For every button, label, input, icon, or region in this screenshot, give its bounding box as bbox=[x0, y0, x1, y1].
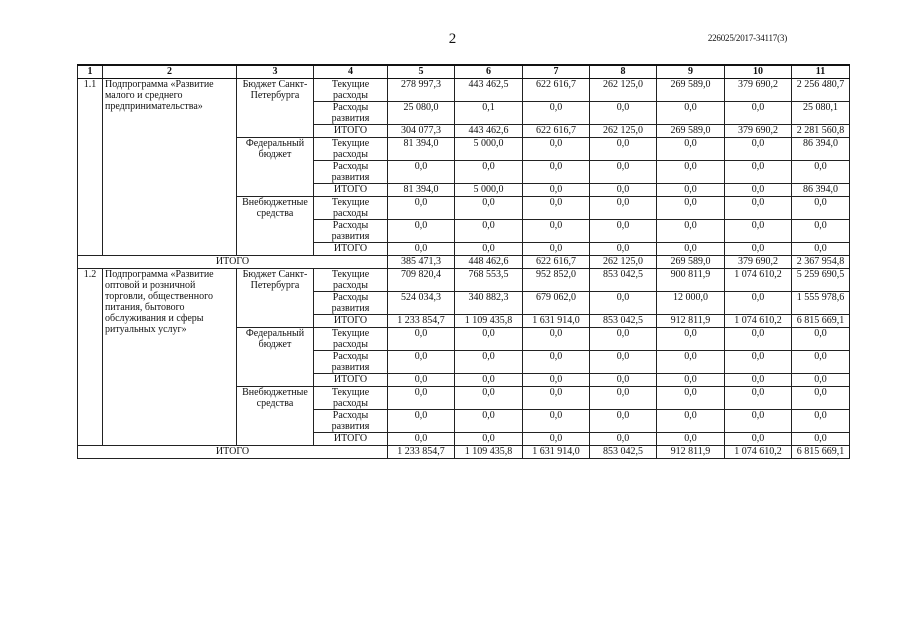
value-cell: 443 462,5 bbox=[455, 79, 523, 102]
total-value-cell: 385 471,3 bbox=[388, 256, 455, 269]
value-cell: 622 616,7 bbox=[523, 79, 590, 102]
value-cell: 86 394,0 bbox=[792, 184, 850, 197]
value-cell: 0,0 bbox=[455, 220, 523, 243]
value-cell: 0,0 bbox=[590, 184, 657, 197]
section-total-row bbox=[78, 446, 850, 459]
value-cell: 1 074 610,2 bbox=[725, 269, 792, 292]
value-cell: 0,0 bbox=[725, 243, 792, 256]
expense-type: Текущие расходы bbox=[314, 387, 388, 410]
column-header: 7 bbox=[523, 65, 590, 79]
total-value-cell: 622 616,7 bbox=[523, 256, 590, 269]
value-cell: 443 462,6 bbox=[455, 125, 523, 138]
value-cell: 0,0 bbox=[455, 243, 523, 256]
value-cell: 0,0 bbox=[792, 328, 850, 351]
program-name: Подпрограмма «Развитие малого и среднего предпринимательства» bbox=[103, 79, 237, 256]
value-cell: 709 820,4 bbox=[388, 269, 455, 292]
value-cell: 0,0 bbox=[388, 197, 455, 220]
section-total-label: ИТОГО bbox=[78, 446, 388, 459]
section-total-row bbox=[78, 256, 850, 269]
value-cell: 379 690,2 bbox=[725, 125, 792, 138]
table-row bbox=[78, 269, 850, 292]
expense-type: Расходы развития bbox=[314, 292, 388, 315]
section-total-label: ИТОГО bbox=[78, 256, 388, 269]
value-cell: 0,0 bbox=[388, 161, 455, 184]
value-cell: 86 394,0 bbox=[792, 138, 850, 161]
value-cell: 900 811,9 bbox=[657, 269, 725, 292]
value-cell: 0,0 bbox=[590, 243, 657, 256]
value-cell: 0,0 bbox=[792, 433, 850, 446]
total-value-cell: 1 233 854,7 bbox=[388, 446, 455, 459]
value-cell: 0,0 bbox=[523, 138, 590, 161]
value-cell: 2 256 480,7 bbox=[792, 79, 850, 102]
value-cell: 0,0 bbox=[725, 387, 792, 410]
document-code: 226025/2017-34117(3) bbox=[707, 33, 787, 43]
value-cell: 0,0 bbox=[657, 328, 725, 351]
value-cell: 340 882,3 bbox=[455, 292, 523, 315]
value-cell: 0,0 bbox=[590, 387, 657, 410]
budget-table bbox=[77, 64, 850, 459]
value-cell: 0,0 bbox=[388, 374, 455, 387]
funding-source: Внебюджетные средства bbox=[237, 197, 314, 256]
program-name: Подпрограмма «Развитие оптовой и розничной торговли, общественного питания, бытового обслуживания и сферы ритуальных услуг» bbox=[103, 269, 237, 446]
total-value-cell: 1 109 435,8 bbox=[455, 446, 523, 459]
value-cell: 0,0 bbox=[455, 410, 523, 433]
value-cell: 0,0 bbox=[523, 433, 590, 446]
value-cell: 0,0 bbox=[388, 328, 455, 351]
value-cell: 0,0 bbox=[590, 374, 657, 387]
column-header: 10 bbox=[725, 65, 792, 79]
value-cell: 0,0 bbox=[792, 410, 850, 433]
value-cell: 0,0 bbox=[523, 102, 590, 125]
value-cell: 0,0 bbox=[725, 161, 792, 184]
value-cell: 0,0 bbox=[523, 197, 590, 220]
value-cell: 912 811,9 bbox=[657, 315, 725, 328]
expense-type: Текущие расходы bbox=[314, 328, 388, 351]
value-cell: 0,0 bbox=[657, 197, 725, 220]
value-cell: 0,0 bbox=[657, 410, 725, 433]
value-cell: 0,0 bbox=[657, 102, 725, 125]
expense-type: ИТОГО bbox=[314, 433, 388, 446]
total-value-cell: 262 125,0 bbox=[590, 256, 657, 269]
column-header: 6 bbox=[455, 65, 523, 79]
value-cell: 0,0 bbox=[657, 243, 725, 256]
value-cell: 81 394,0 bbox=[388, 184, 455, 197]
expense-type: ИТОГО bbox=[314, 125, 388, 138]
value-cell: 1 555 978,6 bbox=[792, 292, 850, 315]
value-cell: 0,0 bbox=[523, 351, 590, 374]
expense-type: Текущие расходы bbox=[314, 138, 388, 161]
expense-type: Расходы развития bbox=[314, 161, 388, 184]
value-cell: 0,0 bbox=[657, 138, 725, 161]
expense-type: Расходы развития bbox=[314, 220, 388, 243]
expense-type: Текущие расходы bbox=[314, 269, 388, 292]
value-cell: 0,0 bbox=[725, 197, 792, 220]
value-cell: 0,0 bbox=[590, 328, 657, 351]
value-cell: 262 125,0 bbox=[590, 125, 657, 138]
table-row bbox=[78, 79, 850, 102]
expense-type: Расходы развития bbox=[314, 102, 388, 125]
total-value-cell: 448 462,6 bbox=[455, 256, 523, 269]
value-cell: 0,0 bbox=[725, 220, 792, 243]
value-cell: 0,0 bbox=[725, 102, 792, 125]
value-cell: 0,0 bbox=[455, 387, 523, 410]
value-cell: 0,0 bbox=[657, 184, 725, 197]
expense-type: ИТОГО bbox=[314, 374, 388, 387]
value-cell: 6 815 669,1 bbox=[792, 315, 850, 328]
value-cell: 0,0 bbox=[590, 161, 657, 184]
value-cell: 0,0 bbox=[590, 138, 657, 161]
column-header-row bbox=[78, 65, 850, 79]
value-cell: 81 394,0 bbox=[388, 138, 455, 161]
value-cell: 304 077,3 bbox=[388, 125, 455, 138]
value-cell: 0,0 bbox=[388, 243, 455, 256]
funding-source: Внебюджетные средства bbox=[237, 387, 314, 446]
value-cell: 0,0 bbox=[455, 351, 523, 374]
total-value-cell: 912 811,9 bbox=[657, 446, 725, 459]
value-cell: 853 042,5 bbox=[590, 269, 657, 292]
column-header: 4 bbox=[314, 65, 388, 79]
value-cell: 1 074 610,2 bbox=[725, 315, 792, 328]
section-number: 1.1 bbox=[78, 79, 103, 256]
value-cell: 0,0 bbox=[792, 387, 850, 410]
expense-type: ИТОГО bbox=[314, 315, 388, 328]
value-cell: 278 997,3 bbox=[388, 79, 455, 102]
value-cell: 379 690,2 bbox=[725, 79, 792, 102]
total-value-cell: 1 631 914,0 bbox=[523, 446, 590, 459]
column-header: 1 bbox=[78, 65, 103, 79]
value-cell: 0,0 bbox=[657, 374, 725, 387]
section-number: 1.2 bbox=[78, 269, 103, 446]
value-cell: 0,0 bbox=[523, 374, 590, 387]
total-value-cell: 2 367 954,8 bbox=[792, 256, 850, 269]
value-cell: 5 259 690,5 bbox=[792, 269, 850, 292]
total-value-cell: 269 589,0 bbox=[657, 256, 725, 269]
value-cell: 0,0 bbox=[523, 328, 590, 351]
value-cell: 0,0 bbox=[388, 410, 455, 433]
funding-source: Федеральный бюджет bbox=[237, 328, 314, 387]
value-cell: 1 109 435,8 bbox=[455, 315, 523, 328]
total-value-cell: 379 690,2 bbox=[725, 256, 792, 269]
value-cell: 0,0 bbox=[792, 197, 850, 220]
value-cell: 0,0 bbox=[590, 410, 657, 433]
value-cell: 0,0 bbox=[657, 351, 725, 374]
value-cell: 0,0 bbox=[523, 410, 590, 433]
value-cell: 269 589,0 bbox=[657, 125, 725, 138]
total-value-cell: 6 815 669,1 bbox=[792, 446, 850, 459]
column-header: 11 bbox=[792, 65, 850, 79]
value-cell: 0,0 bbox=[590, 292, 657, 315]
column-header: 9 bbox=[657, 65, 725, 79]
value-cell: 0,1 bbox=[455, 102, 523, 125]
value-cell: 0,0 bbox=[523, 387, 590, 410]
value-cell: 1 631 914,0 bbox=[523, 315, 590, 328]
value-cell: 0,0 bbox=[657, 161, 725, 184]
value-cell: 0,0 bbox=[590, 102, 657, 125]
value-cell: 0,0 bbox=[657, 220, 725, 243]
value-cell: 0,0 bbox=[725, 184, 792, 197]
value-cell: 952 852,0 bbox=[523, 269, 590, 292]
column-header: 2 bbox=[103, 65, 237, 79]
value-cell: 0,0 bbox=[388, 220, 455, 243]
page-number: 2 bbox=[448, 31, 457, 47]
value-cell: 5 000,0 bbox=[455, 138, 523, 161]
value-cell: 0,0 bbox=[725, 374, 792, 387]
value-cell: 0,0 bbox=[455, 374, 523, 387]
value-cell: 25 080,1 bbox=[792, 102, 850, 125]
value-cell: 0,0 bbox=[725, 138, 792, 161]
value-cell: 0,0 bbox=[792, 243, 850, 256]
value-cell: 853 042,5 bbox=[590, 315, 657, 328]
value-cell: 0,0 bbox=[792, 374, 850, 387]
expense-type: Текущие расходы bbox=[314, 197, 388, 220]
value-cell: 0,0 bbox=[725, 433, 792, 446]
value-cell: 0,0 bbox=[590, 433, 657, 446]
value-cell: 524 034,3 bbox=[388, 292, 455, 315]
value-cell: 262 125,0 bbox=[590, 79, 657, 102]
value-cell: 0,0 bbox=[455, 161, 523, 184]
value-cell: 0,0 bbox=[657, 387, 725, 410]
expense-type: Расходы развития bbox=[314, 410, 388, 433]
value-cell: 0,0 bbox=[590, 220, 657, 243]
value-cell: 25 080,0 bbox=[388, 102, 455, 125]
funding-source: Федеральный бюджет bbox=[237, 138, 314, 197]
value-cell: 0,0 bbox=[725, 328, 792, 351]
value-cell: 0,0 bbox=[523, 184, 590, 197]
column-header: 5 bbox=[388, 65, 455, 79]
value-cell: 0,0 bbox=[523, 161, 590, 184]
column-header: 3 bbox=[237, 65, 314, 79]
value-cell: 0,0 bbox=[388, 351, 455, 374]
funding-source: Бюджет Санкт-Петербурга bbox=[237, 269, 314, 328]
column-header: 8 bbox=[590, 65, 657, 79]
value-cell: 0,0 bbox=[792, 351, 850, 374]
value-cell: 0,0 bbox=[455, 433, 523, 446]
value-cell: 0,0 bbox=[725, 292, 792, 315]
total-value-cell: 1 074 610,2 bbox=[725, 446, 792, 459]
value-cell: 768 553,5 bbox=[455, 269, 523, 292]
value-cell: 0,0 bbox=[455, 328, 523, 351]
value-cell: 622 616,7 bbox=[523, 125, 590, 138]
value-cell: 0,0 bbox=[388, 433, 455, 446]
value-cell: 0,0 bbox=[792, 220, 850, 243]
value-cell: 0,0 bbox=[792, 161, 850, 184]
value-cell: 0,0 bbox=[590, 351, 657, 374]
value-cell: 2 281 560,8 bbox=[792, 125, 850, 138]
total-value-cell: 853 042,5 bbox=[590, 446, 657, 459]
value-cell: 0,0 bbox=[523, 243, 590, 256]
expense-type: ИТОГО bbox=[314, 243, 388, 256]
value-cell: 0,0 bbox=[725, 410, 792, 433]
value-cell: 5 000,0 bbox=[455, 184, 523, 197]
funding-source: Бюджет Санкт-Петербурга bbox=[237, 79, 314, 138]
value-cell: 0,0 bbox=[455, 197, 523, 220]
value-cell: 12 000,0 bbox=[657, 292, 725, 315]
value-cell: 0,0 bbox=[388, 387, 455, 410]
value-cell: 269 589,0 bbox=[657, 79, 725, 102]
expense-type: Текущие расходы bbox=[314, 79, 388, 102]
expense-type: ИТОГО bbox=[314, 184, 388, 197]
value-cell: 0,0 bbox=[725, 351, 792, 374]
value-cell: 679 062,0 bbox=[523, 292, 590, 315]
value-cell: 1 233 854,7 bbox=[388, 315, 455, 328]
value-cell: 0,0 bbox=[657, 433, 725, 446]
expense-type: Расходы развития bbox=[314, 351, 388, 374]
value-cell: 0,0 bbox=[523, 220, 590, 243]
value-cell: 0,0 bbox=[590, 197, 657, 220]
